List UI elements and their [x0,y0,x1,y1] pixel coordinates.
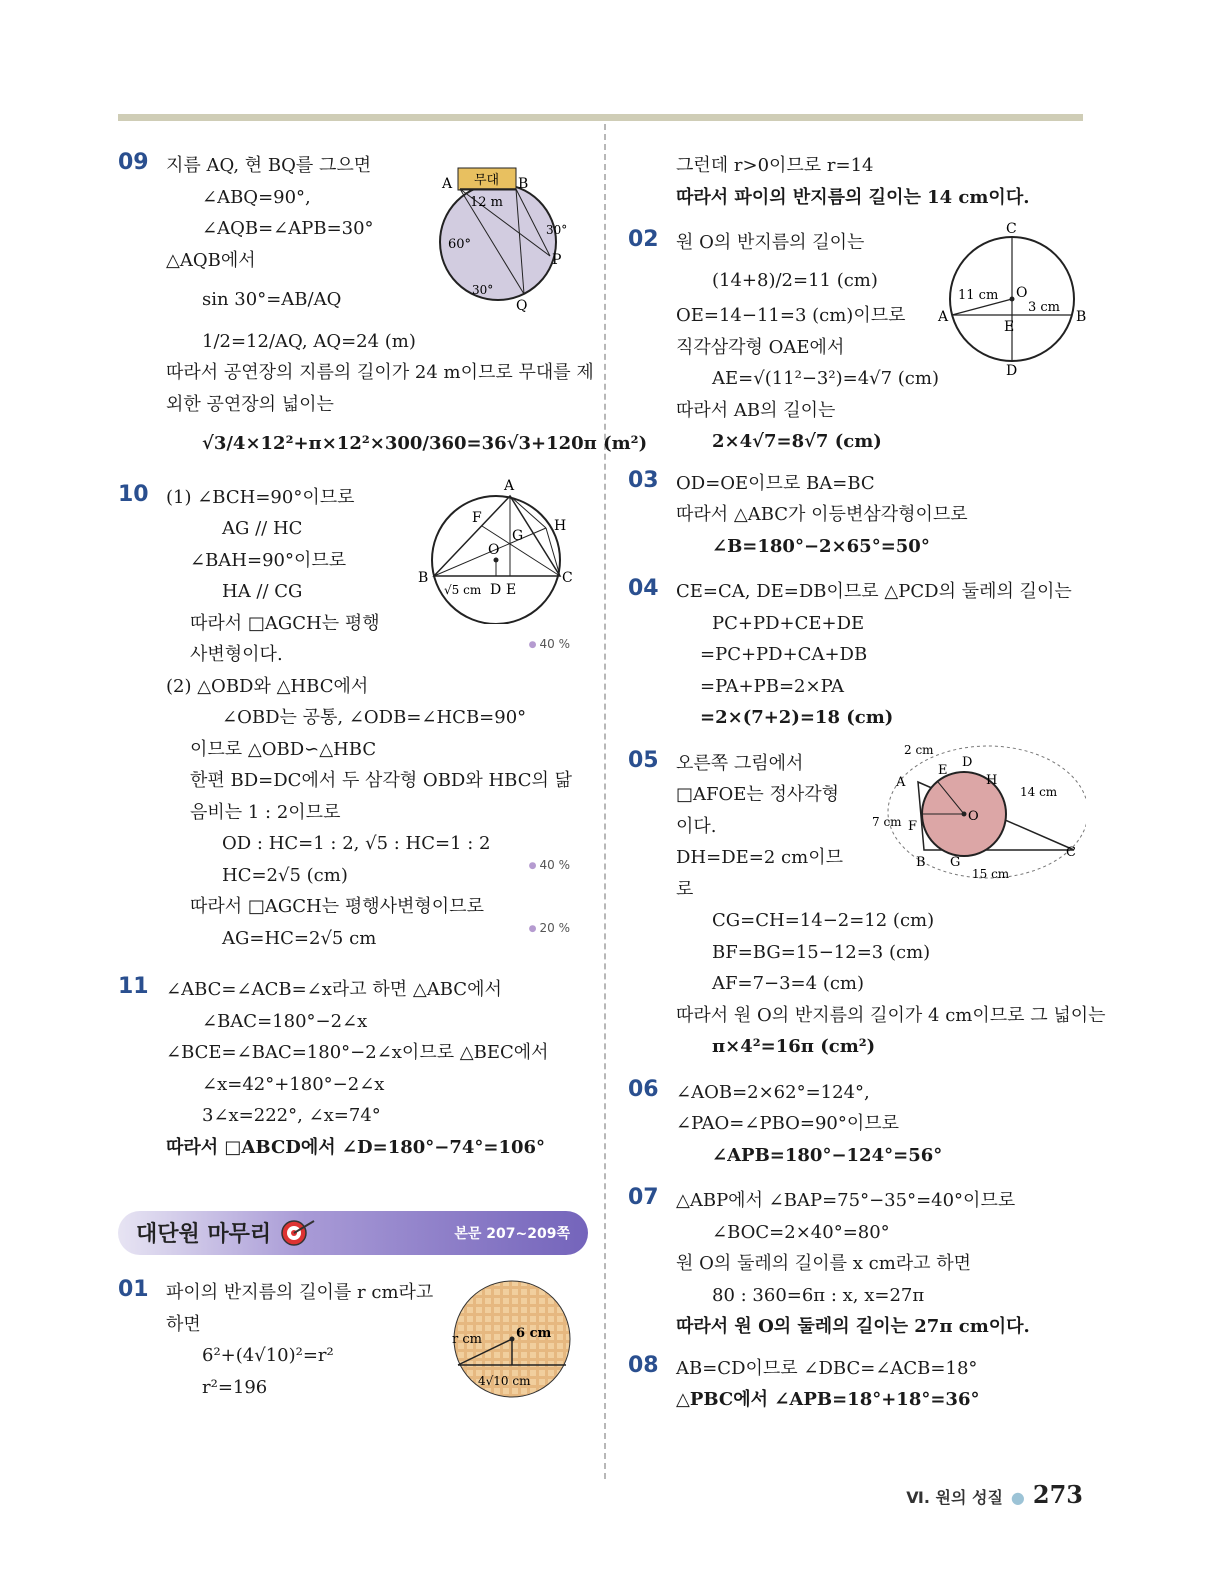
solution-line: ∠BAC=180°−2∠x [202,1010,368,1032]
solution-line: ∠APB=180°−124°=56° [712,1144,943,1166]
problem-number: 01 [118,1277,149,1302]
page-footer [906,1480,1083,1509]
radius-label: 11 cm [958,288,999,303]
solution-line: BF=BG=15−12=3 (cm) [712,941,931,963]
length-14cm: 14 cm [1020,784,1058,799]
solution-line: CG=CH=14−2=12 (cm) [712,910,935,931]
score-percent: ● 20 % [529,921,570,935]
solution-line: OD : HC=1 : 2, √5 : HC=1 : 2 [222,833,491,854]
solution-line: r²=196 [202,1376,268,1398]
solution-line: 원 O의 반지름의 길이는 [676,232,865,253]
solution-line: 따라서 공연장의 지름의 길이가 24 m이므로 무대를 제 [166,362,594,383]
problem-10 [118,477,588,955]
problem-number: 02 [628,227,659,252]
solution-line: PC+PD+CE+DE [712,612,865,634]
solution-line: 따라서 파이의 반지름의 길이는 14 cm이다. [676,186,1030,208]
width-label: 12 m [470,195,504,210]
solution-line: 이므로 △OBD∽△HBC [190,738,377,760]
solution-line: √3/4×12²+π×12²×300/360=36√3+120π (m²) [202,433,648,454]
point-label-c: C [1006,221,1017,237]
solution-line: △PBC에서 ∠APB=18°+18°=36° [676,1389,980,1410]
problem-number: 03 [628,467,659,493]
problem-number: 11 [118,974,149,999]
solution-line: 하면 [166,1313,201,1335]
point-label-f: F [472,509,482,526]
height-label: 6 cm [516,1326,552,1341]
solution-line: (14+8)/2=11 (cm) [712,269,878,291]
solution-line: 따라서 원 O의 둘레의 길이는 27π cm이다. [676,1316,1030,1337]
base-label: 4√10 cm [478,1374,531,1388]
score-percent: ● 40 % [529,858,570,872]
problem-11 [118,974,588,1163]
solution-line: 2×4√7=8√7 (cm) [712,431,882,452]
solution-line: 따라서 □AGCH는 평행사변형이므로 [190,896,484,917]
point-label-b: B [1076,309,1087,325]
stage-label: 무대 [474,173,500,188]
length-7cm: 7 cm [872,814,902,829]
solution-line: 오른쪽 그림에서 [676,752,804,774]
problem-07 [628,1185,1098,1343]
angle-label-30-right: 30° [546,223,568,237]
banner-reference: 본문 207~209쪽 [454,1226,570,1242]
solution-line: OE=14−11=3 (cm)이므로 [676,305,906,326]
solution-line: OD=OE이므로 BA=BC [676,472,875,494]
stage-circle-figure [436,164,576,314]
solution-line: ∠ABC=∠ACB=∠x라고 하면 △ABC에서 [166,979,502,1000]
solution-line: AE=√(11²−3²)=4√7 (cm) [712,368,939,389]
banner-title: 대단원 마무리 [136,1222,272,1247]
point-label-g: G [950,854,961,870]
problem-08 [628,1353,1098,1416]
solution-line: DH=DE=2 cm이므 [676,847,843,868]
point-label-a: A [504,477,515,494]
incircle-figure [868,742,1086,882]
radius-label: r cm [452,1332,482,1347]
angle-label-30-bottom: 30° [472,283,494,297]
point-label-a: A [442,176,453,192]
right-column [628,150,1106,1426]
solution-line: 80 : 360=6π : x, x=27π [712,1284,925,1306]
solution-line: =PC+PD+CA+DB [700,644,868,665]
solution-line: sin 30°=AB/AQ [202,289,342,310]
page-number: 273 [1032,1480,1083,1509]
solution-line: 1/2=12/AQ, AQ=24 (m) [202,330,416,352]
solution-line: AB=CD이므로 ∠DBC=∠ACB=18° [676,1357,978,1379]
length-15cm: 15 cm [972,866,1010,881]
problem-number: 06 [628,1076,659,1102]
solution-line: 따라서 원 O의 반지름의 길이가 4 cm이므로 그 넓이는 [676,1004,1106,1026]
solution-line: 로 [676,878,694,900]
solution-line: =PA+PB=2×PA [700,675,845,697]
point-label-e: E [1004,319,1015,335]
problem-number: 05 [628,747,659,773]
solution-line: AG // HC [222,518,303,539]
point-label-b: B [518,176,529,192]
solution-line: ∠BAH=90°이므로 [190,549,347,571]
length-label: √5 cm [444,582,482,597]
pie-figure [448,1279,578,1404]
point-label-h: H [986,772,998,788]
circle-triangle-figure [414,474,584,624]
solution-line: 따라서 AB의 길이는 [676,399,836,421]
distance-label: 3 cm [1028,300,1061,315]
point-label-f: F [908,818,918,834]
point-label-a: A [938,309,949,325]
problem-number: 07 [628,1185,659,1210]
score-percent: ● 40 % [529,637,570,651]
solution-line: AF=7−3=4 (cm) [712,973,865,994]
solution-line: □AFOE는 정사각형 [676,784,840,805]
solution-line: HC=2√5 (cm) [222,864,348,886]
solution-line: CE=CA, DE=DB이므로 △PCD의 둘레의 길이는 [676,581,1072,602]
chord-circle-figure [936,219,1096,379]
solution-line: ∠AOB=2×62°=124°, [676,1081,870,1103]
angle-label-60: 60° [448,237,472,252]
solution-line: 따라서 □ABCD에서 ∠D=180°−74°=106° [166,1136,546,1158]
point-label-d: D [962,754,973,770]
point-label-c: C [562,569,573,586]
solution-line: ∠x=42°+180°−2∠x [202,1073,385,1095]
point-label-e: E [938,762,948,778]
point-label-e: E [506,581,517,598]
solution-line: ∠B=180°−2×65°=50° [712,535,930,557]
problem-06 [628,1077,1098,1172]
solution-line: 음비는 1 : 2이므로 [190,801,341,823]
solution-line: 3∠x=222°, ∠x=74° [202,1105,381,1126]
problem-01 [118,1277,588,1403]
problem-number: 10 [118,481,149,507]
problem-number: 08 [628,1352,659,1378]
point-label-c: C [1066,844,1076,860]
solution-line: ∠BCE=∠BAC=180°−2∠x이므로 △BEC에서 [166,1042,549,1063]
point-label-g: G [512,527,524,544]
point-label-h: H [554,517,567,534]
unit-review-banner [118,1211,588,1255]
solution-line: (1) ∠BCH=90°이므로 [166,486,355,508]
section-title: Ⅵ. 원의 성질 [906,1488,1003,1507]
solution-line: 파이의 반지름의 길이를 r cm라고 [166,1282,434,1303]
problem-number: 09 [118,150,149,175]
solution-line: 외한 공연장의 넓이는 [166,393,334,415]
solution-line: (2) △OBD와 △HBC에서 [166,675,369,697]
solution-line: ∠ABQ=90°, [202,186,311,208]
solution-line: △ABP에서 ∠BAP=75°−35°=40°이므로 [676,1190,1016,1211]
solution-line: 직각삼각형 OAE에서 [676,336,845,358]
problem-01-continued [628,150,1098,213]
solution-line: =2×(7+2)=18 (cm) [700,707,894,728]
point-label-o: O [1016,285,1028,301]
point-label-a: A [896,774,906,790]
solution-line: △AQB에서 [166,249,256,271]
point-label-o: O [968,808,979,824]
point-label-o: O [488,541,500,558]
problem-03 [628,468,1098,563]
solution-line: HA // CG [222,581,303,602]
problem-02 [628,221,1098,458]
solution-line: 따라서 □AGCH는 평행 [190,612,380,634]
problem-04 [628,576,1098,734]
solution-line: AG=HC=2√5 cm [222,927,377,949]
column-divider [604,124,606,1479]
solution-line: 지름 AQ, 현 BQ를 그으면 [166,155,372,176]
point-label-p: P [552,252,562,268]
problem-number: 04 [628,576,659,601]
solution-line: ∠OBD는 공통, ∠ODB=∠HCB=90° [222,707,527,728]
solution-line: ∠BOC=2×40°=80° [712,1221,890,1243]
problem-05 [628,742,1106,1063]
point-label-d: D [1006,363,1018,379]
solution-line: 사변형이다. [190,644,283,665]
solution-line: 원 O의 둘레의 길이를 x cm라고 하면 [676,1253,972,1274]
target-icon [278,1217,318,1249]
solution-line: 그런데 r>0이므로 r=14 [676,155,874,176]
solution-line: 한편 BD=DC에서 두 삼각형 OBD와 HBC의 닮 [190,770,572,791]
solution-line: π×4²=16π (cm²) [712,1036,876,1057]
solution-line: ∠AQB=∠APB=30° [202,218,374,239]
solution-line: 6²+(4√10)²=r² [202,1345,334,1366]
top-bar [118,114,1083,121]
bullet-icon: ● [1010,1488,1025,1507]
point-label-b: B [916,854,926,870]
point-label-b: B [418,569,429,586]
point-label-d: D [490,581,502,598]
point-label-q: Q [516,298,528,314]
solution-line: ∠PAO=∠PBO=90°이므로 [676,1113,900,1134]
length-2cm: 2 cm [904,742,934,757]
solution-line: 따라서 △ABC가 이등변삼각형이므로 [676,504,968,525]
solution-line: 이다. [676,815,717,837]
